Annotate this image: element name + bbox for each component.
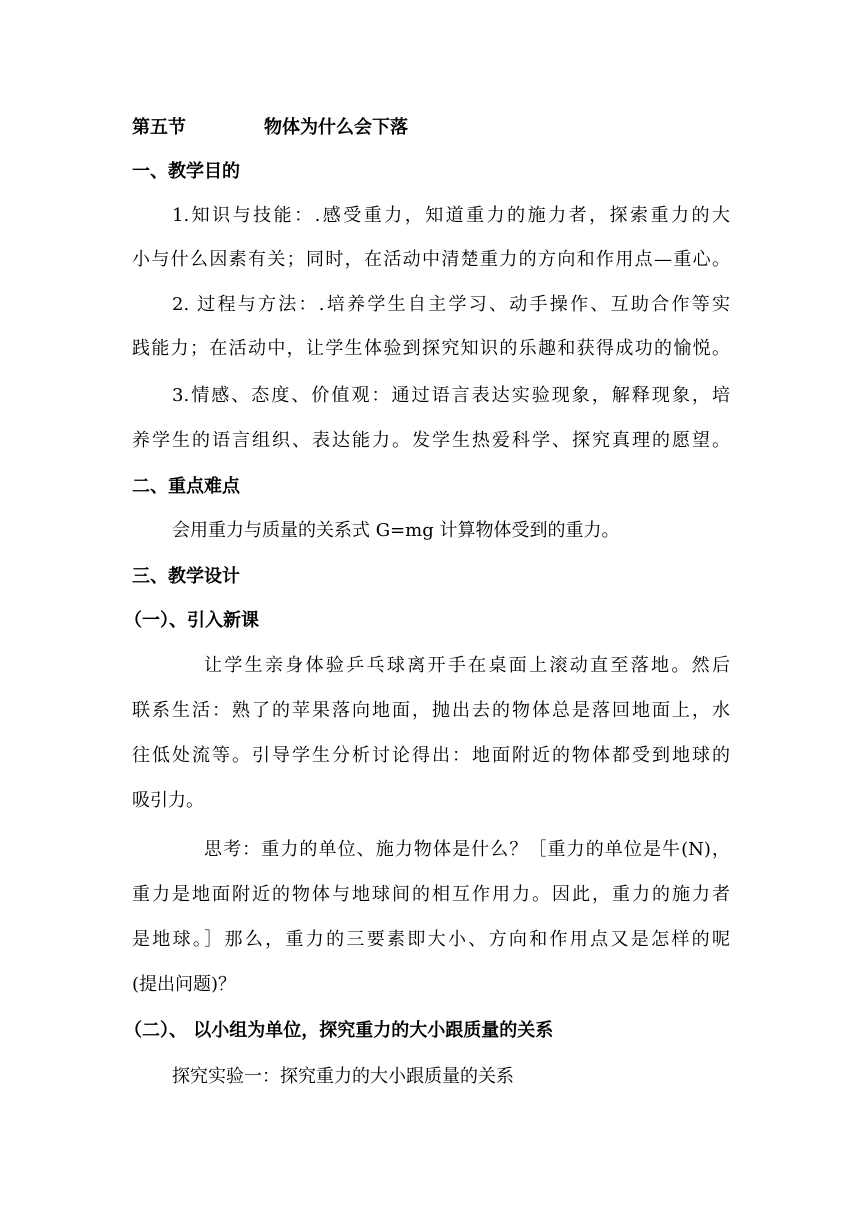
intro-line-1: 让学生亲身体验乒乓球离开手在桌面上滚动直至落地。然后	[204, 655, 730, 676]
intro-line-4: 吸引力。	[132, 790, 204, 811]
sub-heading-introduction: （一）、引入新课	[124, 610, 259, 631]
think-line-2: 重力是地面附近的物体与地球间的相互作用力。因此，重力的施力者	[132, 884, 730, 905]
experiment-1-text: 探究实验一：探究重力的大小跟质量的关系	[172, 1066, 514, 1087]
objective-3-line-1: 3.情感、态度、价值观：通过语言表达实验现象，解释现象，培	[172, 385, 730, 406]
heading-teaching-design: 三、教学设计	[132, 566, 240, 587]
objective-1-line-2: 小与什么因素有关；同时，在活动中清楚重力的方向和作用点—重心。	[132, 249, 730, 270]
sub-heading-group-inquiry: （二）、 以小组为单位，探究重力的大小跟质量的关系	[124, 1020, 554, 1041]
section-title: 物体为什么会下落	[264, 117, 408, 138]
objective-1-line-1: 1.知识与技能：.感受重力，知道重力的施力者，探索重力的大	[172, 205, 730, 226]
think-line-3: 是地球。］那么，重力的三要素即大小、方向和作用点又是怎样的呢	[132, 929, 730, 950]
heading-objectives: 一、教学目的	[132, 161, 240, 182]
objective-3-line-2: 养学生的语言组织、表达能力。发学生热爱科学、探究真理的愿望。	[132, 430, 730, 451]
objective-2-line-2: 践能力；在活动中，让学生体验到探究知识的乐趣和获得成功的愉悦。	[132, 338, 730, 359]
heading-key-points: 二、重点难点	[132, 476, 240, 497]
think-line-4: (提出问题)？	[132, 974, 237, 995]
think-line-1: 思考：重力的单位、施力物体是什么？［重力的单位是牛(N)，	[204, 839, 730, 860]
intro-line-3: 往低处流等。引导学生分析讨论得出：地面附近的物体都受到地球的	[132, 745, 730, 766]
section-number: 第五节	[132, 117, 186, 138]
objective-2-line-1: 2. 过程与方法：.培养学生自主学习、动手操作、互助合作等实	[172, 294, 730, 315]
key-point-text: 会用重力与质量的关系式 G=mg 计算物体受到的重力。	[172, 520, 620, 541]
intro-line-2: 联系生活：熟了的苹果落向地面，抛出去的物体总是落回地面上，水	[132, 700, 730, 721]
